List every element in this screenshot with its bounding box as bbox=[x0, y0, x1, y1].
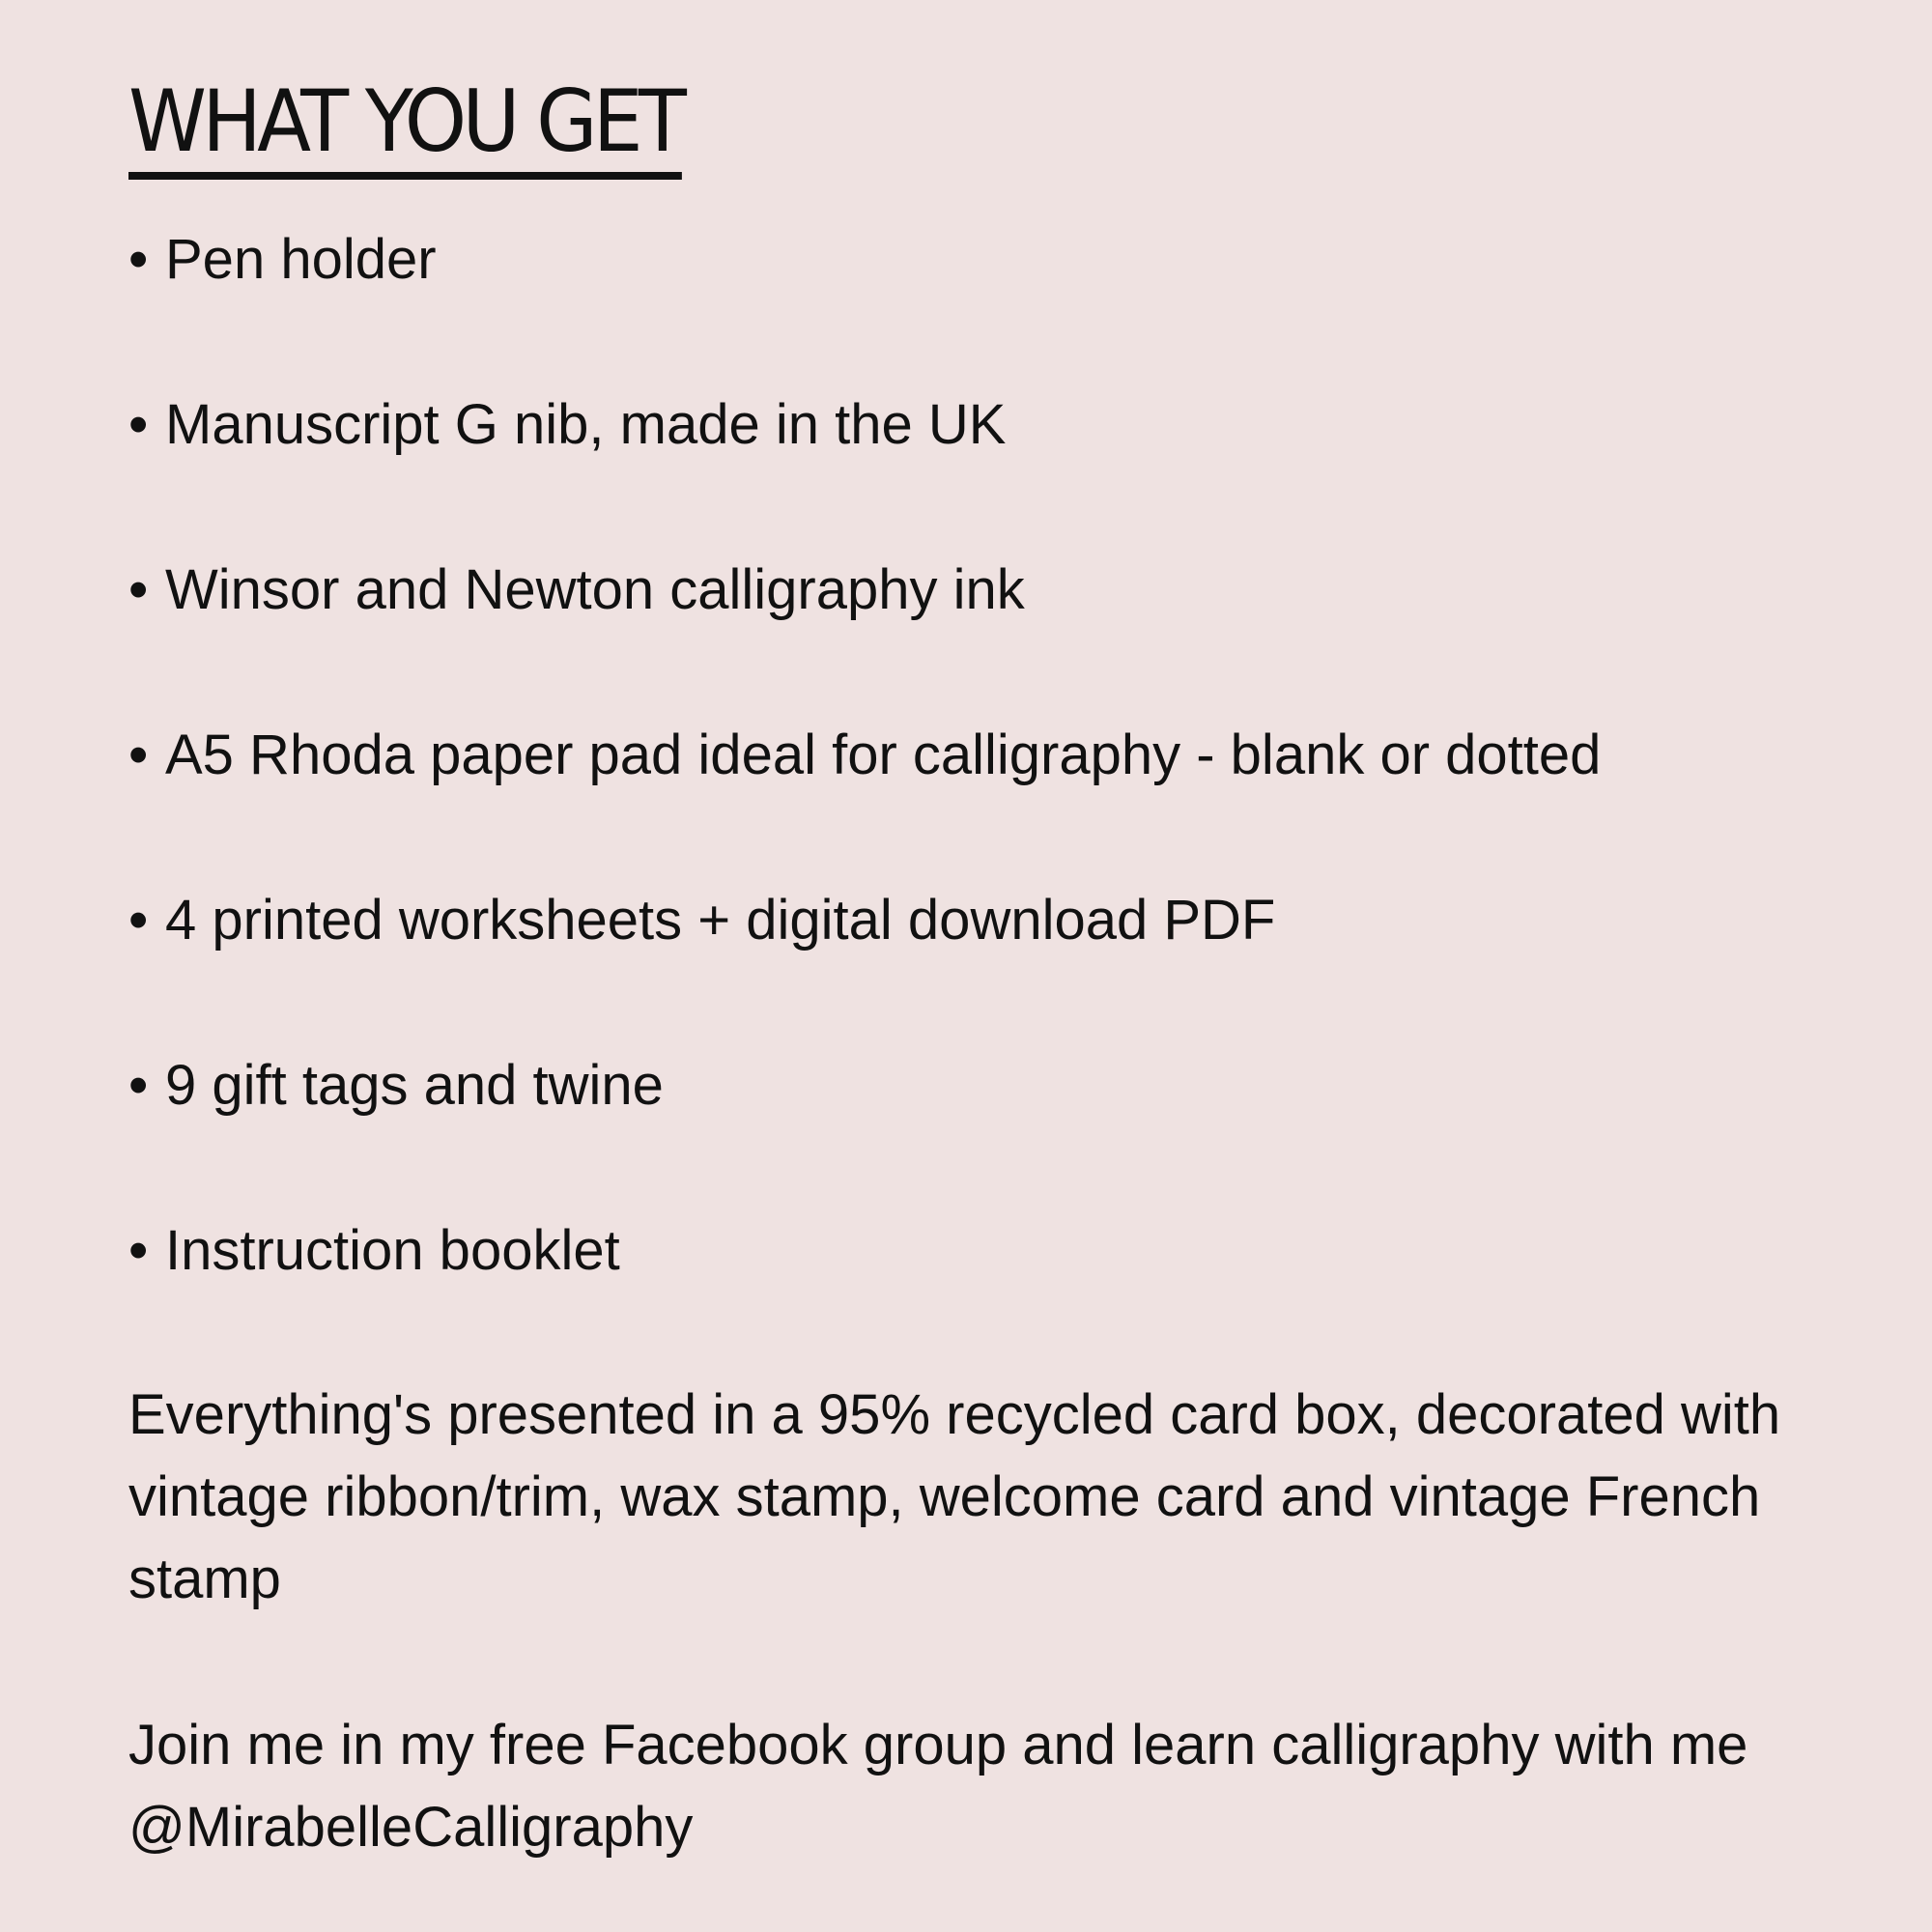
facebook-group-invite: Join me in my free Facebook group and learn calligraphy with me @MirabelleCalligraphy bbox=[128, 1714, 1748, 1859]
list-item-text: Pen holder bbox=[165, 228, 437, 291]
product-info-card bbox=[128, 0, 1829, 1932]
list-item bbox=[128, 724, 1602, 786]
bullet-icon: • bbox=[128, 393, 149, 456]
list-item bbox=[128, 1054, 664, 1117]
bullet-icon: • bbox=[128, 1054, 149, 1117]
list-item-text: A5 Rhoda paper pad ideal for calligraphy - blank or dotted bbox=[165, 724, 1602, 786]
list-item bbox=[128, 558, 1025, 621]
bullet-icon: • bbox=[128, 1219, 149, 1282]
bullet-icon: • bbox=[128, 558, 149, 621]
list-item bbox=[128, 228, 437, 291]
bullet-icon: • bbox=[128, 724, 149, 786]
list-item bbox=[128, 889, 1276, 952]
list-item bbox=[128, 393, 1007, 456]
section-heading: WHAT YOU GET bbox=[128, 79, 682, 180]
list-item-text: Manuscript G nib, made in the UK bbox=[165, 393, 1007, 456]
list-item-text: Instruction booklet bbox=[165, 1219, 620, 1282]
list-item-text: Winsor and Newton calligraphy ink bbox=[165, 558, 1025, 621]
packaging-description: Everything's presented in a 95% recycled card box, decorated with vintage ribbon/trim, wax stamp, welcome card and vintage French stamp bbox=[128, 1383, 1781, 1610]
list-item-text: 4 printed worksheets + digital download PDF bbox=[165, 889, 1276, 952]
list-item bbox=[128, 1219, 620, 1282]
bullet-icon: • bbox=[128, 228, 149, 291]
list-item-text: 9 gift tags and twine bbox=[165, 1054, 664, 1117]
bullet-icon: • bbox=[128, 889, 149, 952]
